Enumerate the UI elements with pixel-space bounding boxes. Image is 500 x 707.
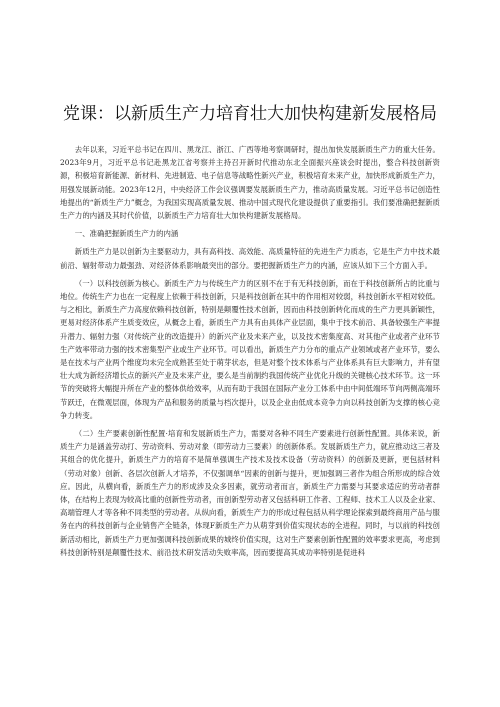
paragraph: （二）生产要素创新性配置·培育和发展新质生产力，需要对各种不同生产要素进行创新性配置。具体来说，新质生产力是涵盖劳动打、劳动资料、劳动对象（即劳动力三要素）的创新体系。发展新质生产力，就应推动这三者及其组合的优化提升，新质生产力的培育不是简单强调生产技术及技术设备（劳动资料）的创新及更新，更包括材料（劳动对象）创新、各层次创新人才培养，不仅强调单“因素的创新与提升，更加强调三者作为组合所形成的综合效应。因此，从横向看，新质生产力的形成涉及众多因素，就劳动者而言，新质生产力需要与其要求适应的劳动者群体，在结构上表现为较高比重的创新性劳动者，而创新型劳动者又包括科研工作者、工程师、技术工人以及企业家、高端管理人才等各种不同类型的劳动者。从纵向看，新质生产力的形成过程包括从科学理论探索到最终商用产品与服务在内的科技创新与企业销售产全链条，体现F新质生产力从萌芽到价值实现状态的全进程。同时，与以前的科技创新活动相比，新质生产力更加强调科技创新成果的城终价值实现，这对生产要素创新性配置的效率要求更高，考虑到科技创新特别是颠覆性技术、前沿技术研发活动失败率高，因而要提高其成功率特别是促进科 — [60, 429, 440, 557]
paragraph: 去年以来，习近平总书记在四川、黑龙江、浙江、广西等地考察调研时，提出加快发展新质生产力的重大任务。2023年9月，习近平总书记赴黑龙江省考察并主持召开新时代推动东北全面振兴座谈会时提出，整合科技创新资源，积极培育新能源、新材料、先进制造、电子信息等战略性新兴产业，积极培育未来产业，加快形成新质生产力，用强发展新动能。2023年12月，中央经济工作会议强调要发展新质生产力，推动高质量发展。习近平总书记创造性地提出的“新质生产力”概念，为我国实现高质量发展、推动中国式现代化建设提供了重要指引。我们要准确把握新质生产力的内涵及其时代价值，以新质生产力培育壮大加快构建新发展格局。 — [60, 145, 440, 221]
section-heading: 一、准确把握新质生产力的内涵 — [74, 229, 179, 239]
paragraph: 新质生产力是以创新为主要驱动力，具有高科技、高效能、高质量特征的先进生产力质态，它是生产力中技术最前沿、辐射带动力最强劲、对经济体系影响最突出的部分。要把握新质生产力的内涵，应该从如下三个方面入手。 — [60, 247, 440, 270]
paragraph: （一）以科技创新为核心。新质生产力与传统生产力的区别不在于有无科技创新，而在于科技创新所占的比重与地位。传统生产力也在一定程度上依赖于科技创新，只是科技创新在其中的作用相对较弱，科技创新水平相对较低。与之相比，新质生产力高度依赖科技创新，特别是颠覆性技术创新，因而由科技创新转化而成的生产力更具新颖性，更易对经济体系产生质变效应，从概念上看，新质生产力具有由具体产业层面，集中于技术前沿、具备较强生产率提升潜力、辐射力强（对传统产业的改造提升）的新兴产业及未来产业，以及技术密集度高、对其他产业或者产业环节生产效率带动力强的技术密集型产业或生产业环节。可以看出，新质生产力分布的重点产业领域或者产业环节，要么是在技术与产业两个维度均未完全成熟甚至处于萌芽状态，但是对整个技术体系与产业体系具有巨大影响力，并有望壮大成为新经济增长点的新兴产业及未来产业，要么是当前制约我国传统产业优化升级的关键核心技术环节。这一环节的突破将大幅提升所在产业的整体供给效率，从而有助于我国在国际产业分工体系中由中间低端环节向两侧高端环节跃迁，在微观层面，体现为产品和服务的质量与档次提升，以及企业由低成本竞争力向以科技创新为支撑的核心竞争力转变。 — [60, 278, 440, 420]
page-title: 党课：以新质生产力培育壮大加快构建新发展格局 — [63, 104, 437, 124]
document-body — [60, 143, 440, 559]
